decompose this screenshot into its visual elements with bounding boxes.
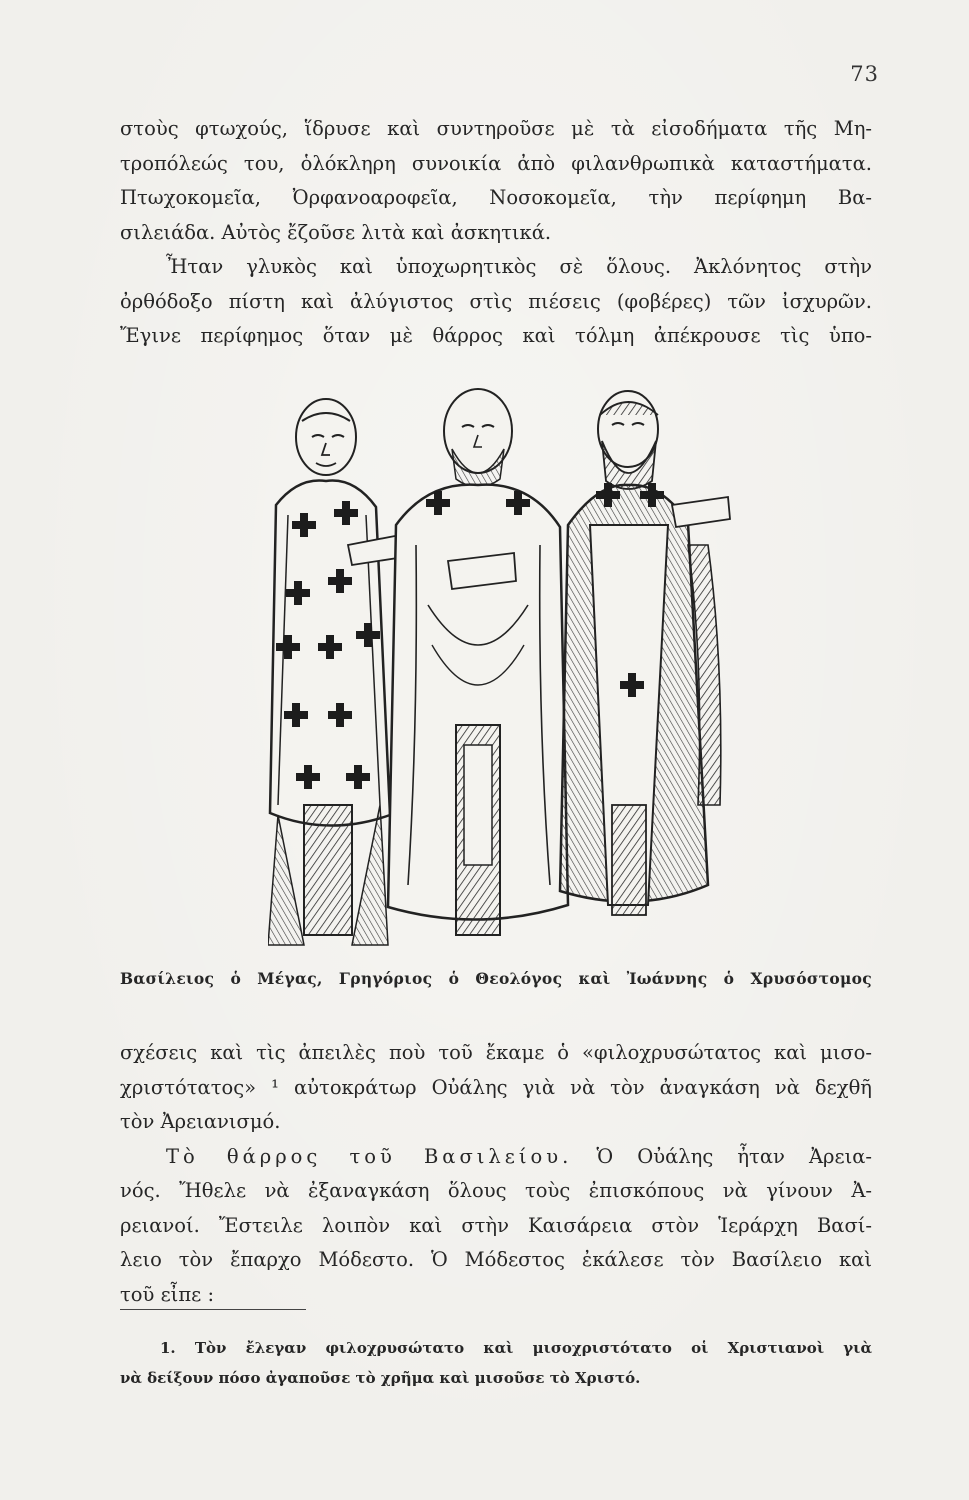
left-saint bbox=[268, 399, 404, 945]
text-line: Πτωχοκομεῖα, Ὀρφανοαροφεῖα, Νοσοκομεῖα, τὴν περίφημη Βα- bbox=[120, 186, 872, 209]
footnote-line: 1. Τὸν ἔλεγαν φιλοχρυσώτατο καὶ μισοχριστότατο οἱ Χριστιανοὶ γιὰ bbox=[160, 1339, 872, 1357]
paragraph-bottom bbox=[120, 1036, 872, 1312]
text-line: χριστότατος» ¹ αὐτοκράτωρ Οὐάλης γιὰ νὰ τὸν ἀναγκάση νὰ δεχθῆ bbox=[120, 1075, 872, 1099]
saints-drawing bbox=[268, 385, 748, 965]
section-first-line-rest: Ὁ Οὐάλης ἦταν Ἀρεια- bbox=[596, 1144, 872, 1168]
page-number: 73 bbox=[850, 62, 879, 86]
text-line: σχέσεις καὶ τὶς ἀπειλὲς ποὺ τοῦ ἔκαμε ὁ «φιλοχρυσώτατος καὶ μισο- bbox=[120, 1041, 872, 1064]
footnote-line: νὰ δείξουν πόσο ἀγαποῦσε τὸ χρῆμα καὶ μισοῦσε τὸ Χριστό. bbox=[120, 1369, 641, 1387]
text-line: Ἔγινε περίφημος ὅταν μὲ θάρρος καὶ τόλμη ἀπέκρουσε τὶς ὑπο- bbox=[120, 324, 872, 347]
text-line: τὸν Ἀρειανισμό. bbox=[120, 1110, 281, 1133]
middle-saint bbox=[388, 389, 568, 935]
figure-caption: Βασίλειος ὁ Μέγας, Γρηγόριος ὁ Θεολόγος καὶ Ἰωάννης ὁ Χρυσόστομος bbox=[120, 969, 872, 988]
text-line: ὀρθόδοξο πίστη καὶ ἀλύγιστος στὶς πιέσεις (φοβέρες) τῶν ἰσχυρῶν. bbox=[120, 289, 872, 313]
text-line: στοὺς φτωχούς, ἵδρυσε καὶ συντηροῦσε μὲ τὰ εἰσοδήματα τῆς Μη- bbox=[120, 117, 872, 140]
text-line: τροπόλεώς του, ὁλόκληρη συνοικία ἀπὸ φιλανθρωπικὰ καταστήματα. bbox=[120, 151, 872, 175]
footnote bbox=[120, 1333, 872, 1393]
text-line: τοῦ εἶπε : bbox=[120, 1282, 215, 1306]
text-line: σιλειάδα. Αὐτὸς ἔζοῦσε λιτὰ καὶ ἀσκητικά. bbox=[120, 220, 552, 244]
saints-illustration bbox=[268, 385, 748, 965]
text-line: νός. Ἤθελε νὰ ἐξαναγκάση ὅλους τοὺς ἐπισκόπους νὰ γίνουν Ἀ- bbox=[120, 1179, 872, 1202]
footnote-separator bbox=[120, 1309, 306, 1310]
text-line: ρειανοί. Ἔστειλε λοιπὸν καὶ στὴν Καισάρεια στὸν Ἱεράρχη Βασί- bbox=[120, 1213, 872, 1237]
section-heading: Τὸ θάρρος τοῦ Βασιλείου. bbox=[166, 1144, 573, 1168]
paragraph-top bbox=[120, 112, 872, 354]
text-line: Ἦταν γλυκὸς καὶ ὑποχωρητικὸς σὲ ὅλους. Ἀκλόνητος στὴν bbox=[166, 255, 872, 278]
text-line: λειο τὸν ἔπαρχο Μόδεστο. Ὁ Μόδεστος ἐκάλεσε τὸν Βασίλειο καὶ bbox=[120, 1248, 872, 1271]
section-heading-line bbox=[120, 1140, 872, 1175]
right-saint bbox=[560, 391, 730, 915]
